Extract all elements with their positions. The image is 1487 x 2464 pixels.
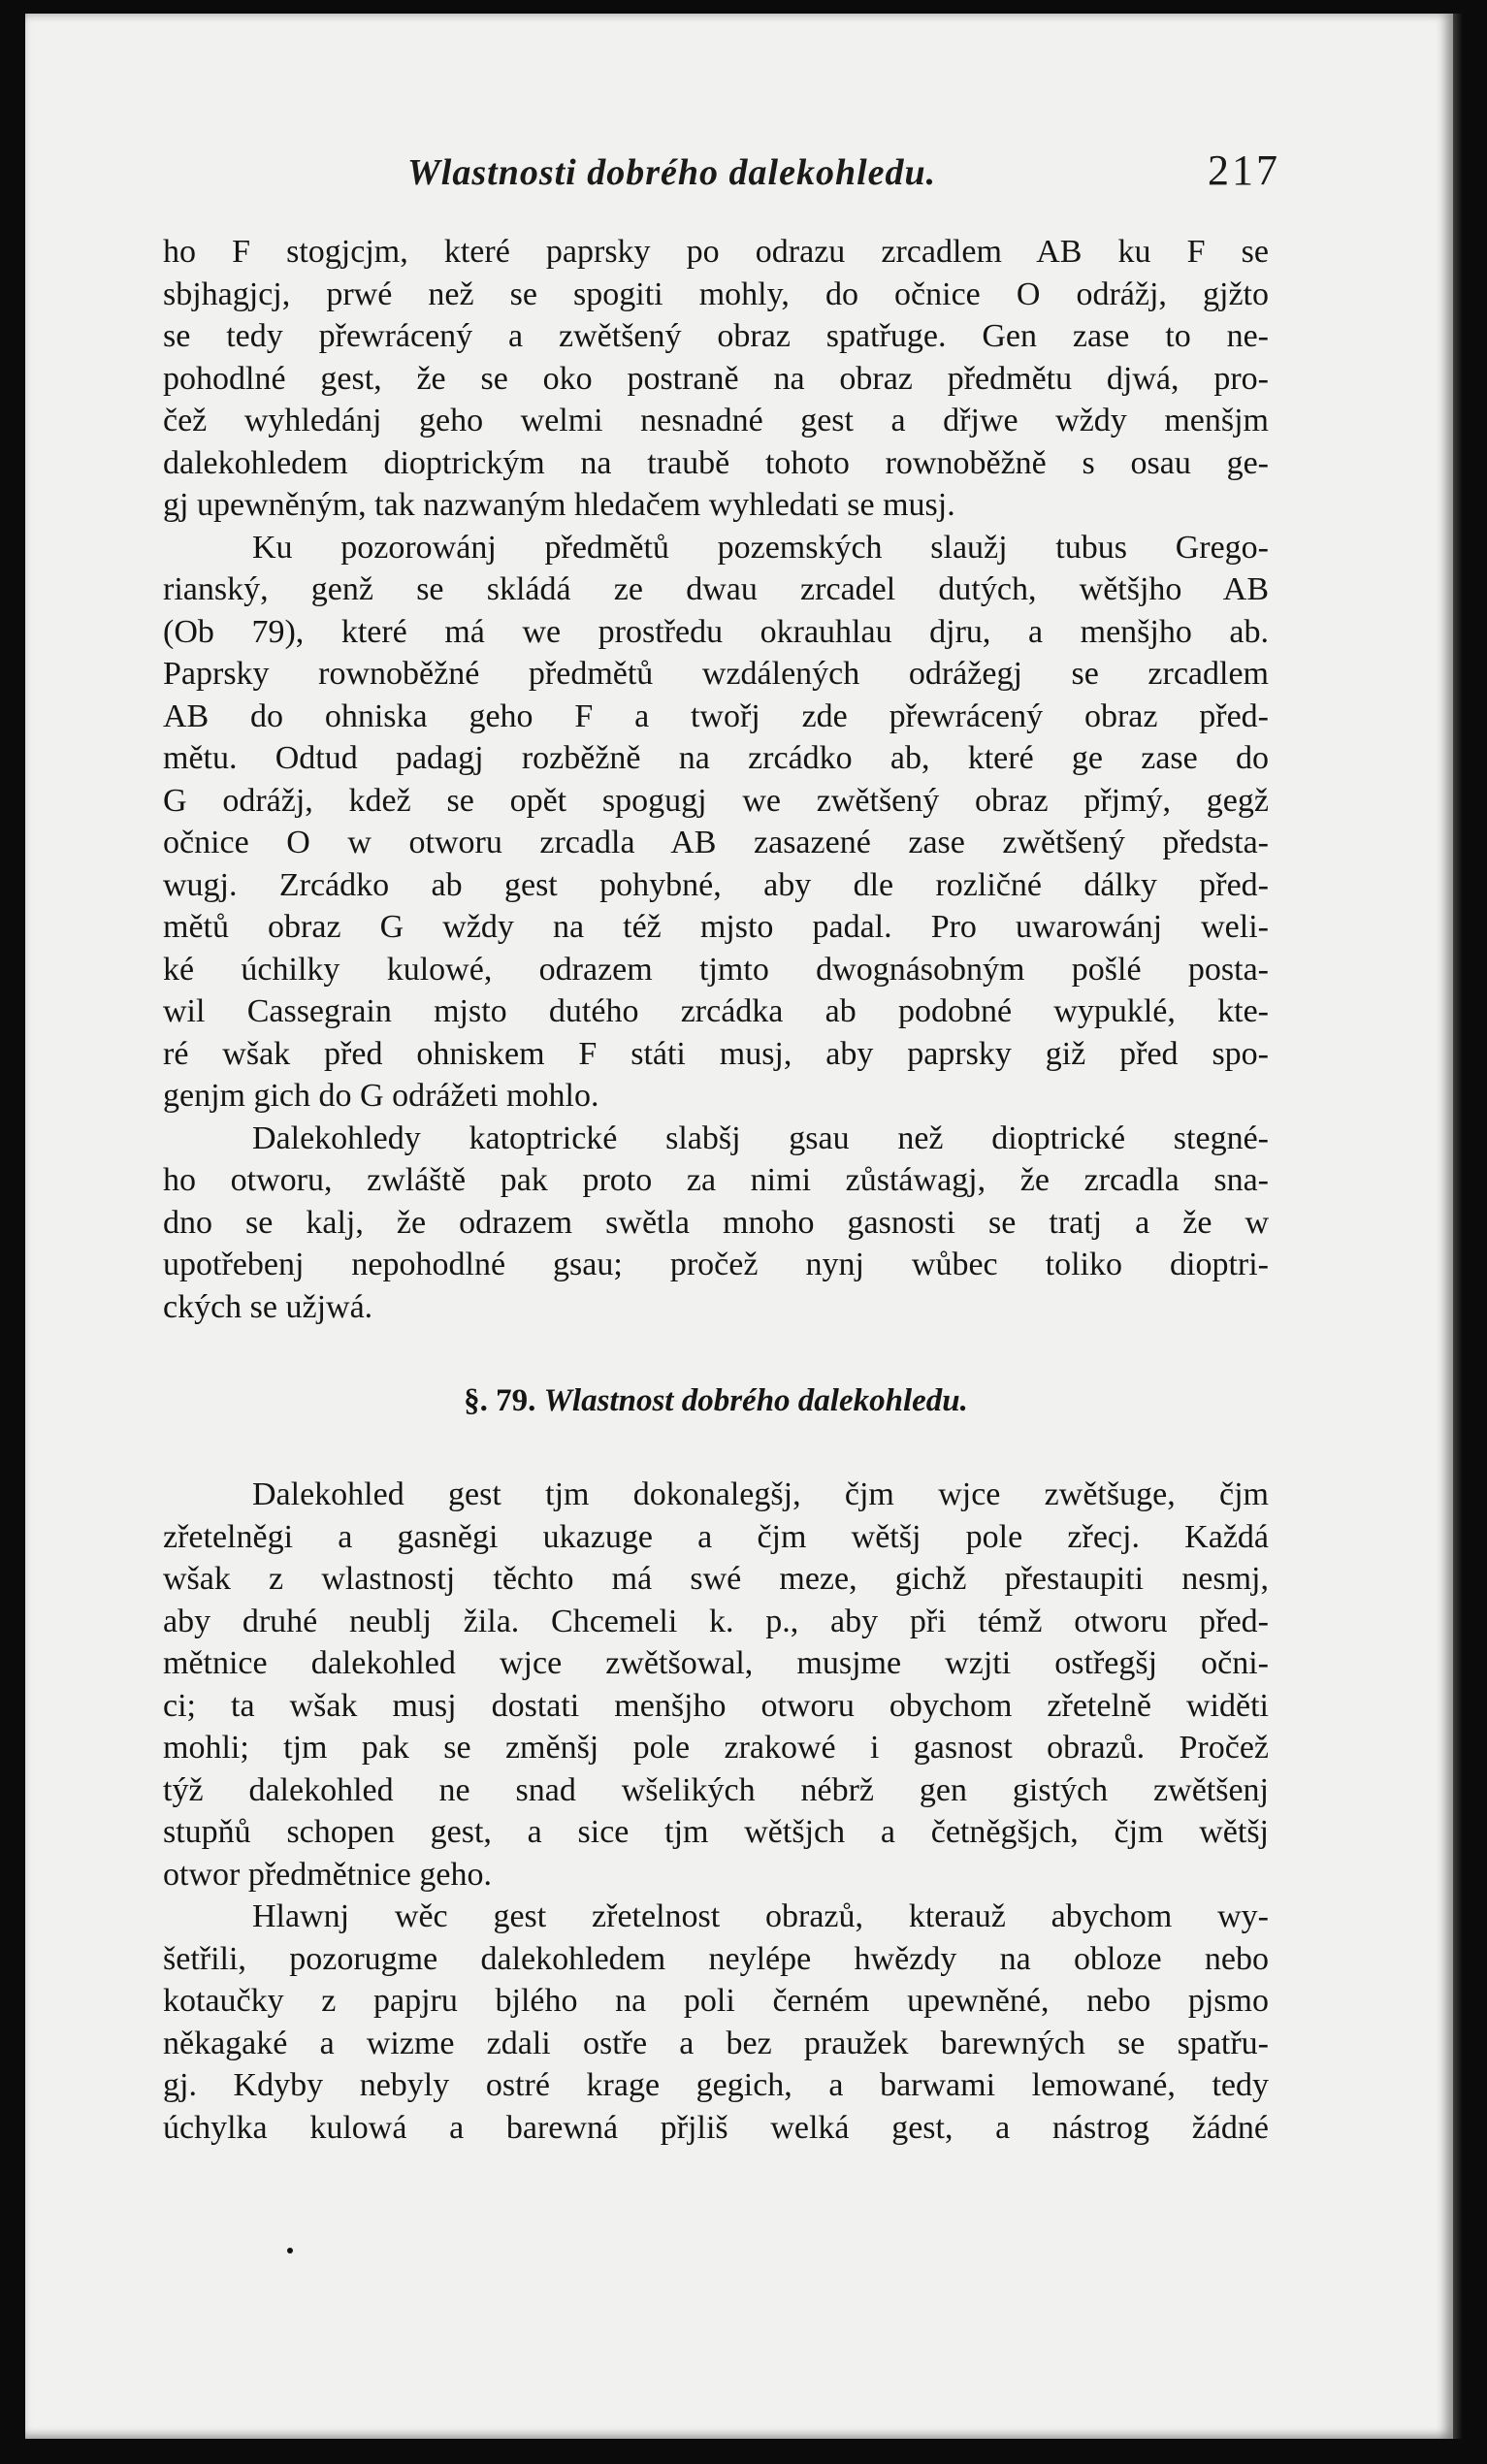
text-line: gj upewněným, tak nazwaným hledačem wyhledati se musj. <box>163 487 955 523</box>
text-line: wugj. Zrcádko ab gest pohybné, aby dle rozličné dálky před- <box>163 866 1269 903</box>
text-line: ré wšak před ohniskem F státi musj, aby paprsky giž před spo- <box>163 1035 1269 1072</box>
text-line: Hlawnj wěc gest zřetelnost obrazů, kterauž abychom wy- <box>252 1898 1269 1934</box>
text-line: wšak z wlastnostj těchto má swé meze, gichž přestaupiti nesmj, <box>163 1561 1269 1597</box>
text-line: Dalekohledy katoptrické slabšj gsau než dioptrické stegné- <box>252 1119 1269 1156</box>
paragraph-2 <box>163 527 1269 1118</box>
text-line: Dalekohled gest tjm dokonalegšj, čjm wjce zwětšuge, čjm <box>252 1476 1269 1512</box>
text-line: úchylka kulowá a barewná přjliš welká gest, a nástrog žádné <box>163 2109 1269 2146</box>
text-line: očnice O w otworu zrcadla AB zasazené zase zwětšený předsta- <box>163 825 1269 860</box>
text-line: pohodlné gest, že se oko postraně na obraz předmětu djwá, pro- <box>163 360 1269 397</box>
paragraph-1 <box>163 231 1269 527</box>
text-line: wil Cassegrain mjsto dutého zrcádka ab podobné wypuklé, kte- <box>163 993 1269 1029</box>
text-line: genjm gich do G odrážeti mohlo. <box>163 1078 599 1114</box>
text-line: někagaké a wizme zdali ostře a bez praužek barewných se spatřu- <box>163 2025 1269 2061</box>
section-paragraph-2 <box>163 1896 1269 2149</box>
ink-speck <box>287 2248 293 2253</box>
page-edge-shadow <box>1453 14 1463 2439</box>
text-line: mětnice dalekohled wjce zwětšowal, musjme wzjti ostřegšj očni- <box>163 1645 1269 1681</box>
text-line: týž dalekohled ne snad wšelikých nébrž gen gistých zwětšenj <box>163 1771 1269 1808</box>
text-line: gj. Kdyby nebyly ostré krage gegich, a barwami lemowané, tedy <box>163 2067 1269 2103</box>
section-heading <box>163 1328 1269 1474</box>
text-line: ké úchilky kulowé, odrazem tjmto dwognásobným pošlé posta- <box>163 951 1269 988</box>
text-line: se tedy přewrácený a zwětšený obraz spatřuge. Gen zase to ne- <box>163 318 1269 354</box>
text-line: mohli; tjm pak se změnšj pole zrakowé i gasnost obrazů. Pročež <box>163 1730 1269 1766</box>
text-line: dalekohledem dioptrickým na traubě tohoto rownoběžně s osau ge- <box>163 444 1269 481</box>
text-line: ci; ta wšak musj dostati menšjho otworu obychom zřetelně widěti <box>163 1687 1269 1724</box>
text-line: (Ob 79), které má we prostředu okrauhlau djru, a menšjho ab. <box>163 613 1269 650</box>
text-line: čež wyhledánj geho welmi nesnadné gest a dřjwe wždy menšjm <box>163 403 1269 438</box>
text-line: Paprsky rownoběžné předmětů wzdálených odrážegj se zrcadlem <box>163 656 1269 692</box>
text-line: rianský, genž se skládá ze dwau zrcadel dutých, wětšjho AB <box>163 571 1269 607</box>
text-line: zřetelněgi a gasněgi ukazuge a čjm wětšj pole zřecj. Každá <box>163 1518 1269 1555</box>
text-line: otwor předmětnice geho. <box>163 1856 492 1893</box>
text-line: upotřebenj nepohodlné gsau; pročež nynj wůbec toliko dioptri- <box>163 1247 1269 1282</box>
text-line: kotaučky z papjru bjlého na poli černém upewněné, nebo pjsmo <box>163 1983 1269 2019</box>
text-line: dno se kalj, že odrazem swětla mnoho gasnosti se tratj a že w <box>163 1204 1269 1241</box>
section-number: §. 79. <box>464 1383 536 1418</box>
page-number: 217 <box>1208 146 1280 194</box>
text-line: ho otworu, zwláště pak proto za nimi zůstáwagj, že zrcadla sna- <box>163 1162 1269 1198</box>
text-line: ho F stogjcjm, které paprsky po odrazu zrcadlem AB ku F se <box>163 234 1269 270</box>
section-paragraph-1 <box>163 1474 1269 1896</box>
paragraph-3 <box>163 1118 1269 1329</box>
text-line: aby druhé neublj žila. Chcemeli k. p., aby při témž otworu před- <box>163 1603 1269 1639</box>
section-title: Wlastnost dobrého dalekohledu. <box>543 1383 968 1418</box>
text-line: ckých se užjwá. <box>163 1288 373 1325</box>
text-line: AB do ohniska geho F a twořj zde přewrácený obraz před- <box>163 697 1269 734</box>
text-line: mětů obraz G wždy na též mjsto padal. Pro uwarowánj weli- <box>163 909 1269 945</box>
text-line: Ku pozorowánj předmětů pozemských slaužj tubus Grego- <box>252 529 1269 566</box>
running-title: Wlastnosti dobrého dalekohledu. <box>407 152 937 193</box>
text-line: šetřili, pozorugme dalekohledem neylépe hwězdy na obloze nebo <box>163 1940 1269 1977</box>
page-body <box>163 231 1269 2149</box>
text-line: stupňů schopen gest, a sice tjm wětšjch a četněgšjch, čjm wětšj <box>163 1814 1269 1850</box>
text-line: G odrážj, kdež se opět spogugj we zwětšený obraz přjmý, gegž <box>163 782 1269 819</box>
text-line: sbjhagjcj, prwé než se spogiti mohly, do očnice O odrážj, gjžto <box>163 276 1269 312</box>
page-header <box>407 146 1280 204</box>
text-line: mětu. Odtud padagj rozběžně na zrcádko ab, které ge zase do <box>163 740 1269 776</box>
